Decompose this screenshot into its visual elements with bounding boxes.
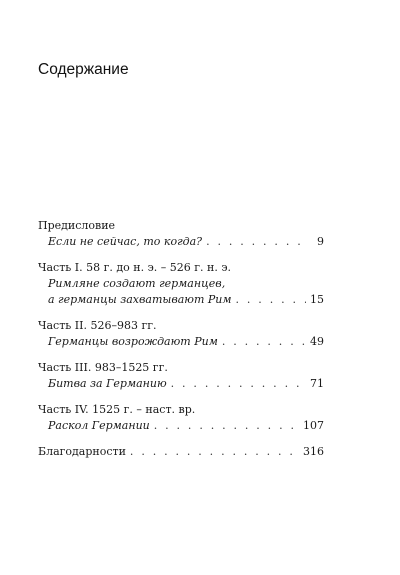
dot-leader: [130, 444, 299, 460]
toc-entry-subtitle-line: [38, 334, 324, 350]
toc-entry-title-line: [38, 260, 324, 276]
dot-leader: [222, 334, 306, 350]
dot-leader: [171, 376, 306, 392]
toc-page-number: 15: [310, 293, 324, 306]
toc-entry-subtitle: Если не сейчас, то когда?: [48, 235, 203, 248]
page-title: Содержание: [38, 61, 129, 78]
toc-entry-title: Предисловие: [38, 219, 116, 232]
toc-entry-title-line: [38, 360, 324, 376]
toc-entry-subtitle-line: [38, 376, 324, 392]
toc-page-number: 107: [303, 419, 324, 432]
toc-entry-title-line: [38, 444, 324, 460]
toc-entry-subtitle: Римляне создают германцев,: [48, 277, 226, 290]
toc-entry-title-line: [38, 218, 324, 234]
toc-page-number: 49: [310, 335, 324, 348]
toc-entry-subtitle-line: [38, 276, 324, 292]
toc-entry-title-line: [38, 318, 324, 334]
toc-entry-title: Часть I. 58 г. до н. э. – 526 г. н. э.: [38, 261, 231, 274]
toc-entry-part-3: [38, 360, 324, 392]
dot-leader: [206, 234, 306, 250]
toc-entry-title-line: [38, 402, 324, 418]
toc-entry-part-1: [38, 260, 324, 308]
toc-entry-acknowledgements: [38, 444, 324, 460]
toc-entry-subtitle: а германцы захватывают Рим: [48, 293, 232, 306]
toc-entry-title: Благодарности: [38, 445, 126, 458]
toc-entry-subtitle: Германцы возрождают Рим: [48, 335, 218, 348]
toc-entry-preface: [38, 218, 324, 250]
toc-entry-title: Часть IV. 1525 г. – наст. вр.: [38, 403, 196, 416]
toc-entry-subtitle-line: [38, 292, 324, 308]
toc-entry-subtitle-line: [38, 234, 324, 250]
toc-page-number: 71: [310, 377, 324, 390]
toc-entry-subtitle-line: [38, 418, 324, 434]
toc-page-number: 9: [317, 235, 324, 248]
toc-entry-part-4: [38, 402, 324, 434]
dot-leader: [154, 418, 299, 434]
toc-entry-title: Часть III. 983–1525 гг.: [38, 361, 168, 374]
table-of-contents: [38, 218, 324, 460]
toc-entry-subtitle: Раскол Германии: [48, 419, 150, 432]
toc-page-number: 316: [303, 445, 324, 458]
toc-entry-subtitle: Битва за Германию: [48, 377, 167, 390]
dot-leader: [236, 292, 306, 308]
toc-entry-title: Часть II. 526–983 гг.: [38, 319, 157, 332]
toc-entry-part-2: [38, 318, 324, 350]
